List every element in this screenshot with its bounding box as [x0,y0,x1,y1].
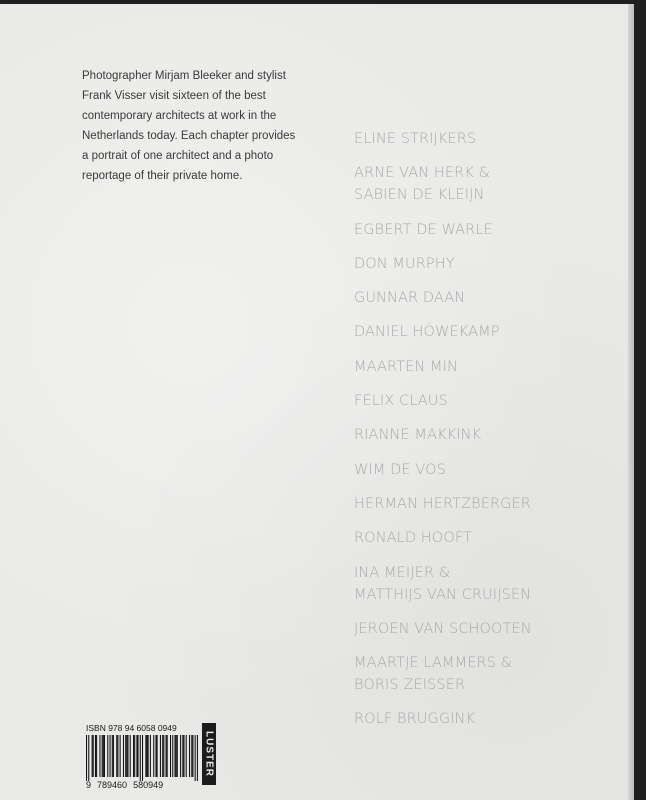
barcode-bar [162,735,163,777]
publisher-logo [202,723,216,785]
barcode-bar [176,735,177,777]
architect-name: DANIEL HÖWEKAMP [354,324,500,341]
blurb-line: Frank Visser visit sixteen of the best [82,90,266,102]
architect-entry [354,424,614,446]
barcode-bar [125,735,126,777]
barcode-bar [183,735,184,777]
architect-entry [354,708,614,730]
architect-name: BORIS ZEISSER [354,677,466,694]
architect-name: RONALD HOOFT [354,530,472,547]
barcode-bar [170,735,171,777]
barcode-bar [104,735,105,777]
barcode-bar [88,735,89,781]
back-cover [0,4,634,800]
book-blurb [82,66,312,186]
architect-entry [354,162,614,206]
barcode-bar [107,735,108,777]
barcode-bar [96,735,97,777]
architect-name: DON MURPHY [354,255,455,272]
barcode-bar [99,735,100,777]
barcode-bar [186,735,187,777]
barcode-bar [134,735,135,777]
blurb-line: a portrait of one architect and a photo [82,150,274,162]
architect-entry [354,321,614,343]
barcode-bar [113,735,114,777]
architect-name: EGBERT DE WARLE [354,221,493,238]
architect-entry [354,253,614,275]
architect-entry [354,493,614,515]
barcode-bar [117,735,118,777]
barcode-bar [127,735,128,777]
barcode-digit-lead: 9 [86,780,92,790]
blurb-line: contemporary architects at work in the [82,110,277,122]
barcode-bar [133,735,134,777]
barcode-bars [86,735,198,781]
barcode-bar [153,735,154,777]
barcode-bar [166,735,167,777]
barcode-bar [120,735,121,777]
barcode-bar [177,735,178,777]
barcode-bar [142,735,143,781]
barcode-bar [163,735,164,777]
barcode-bar [93,735,94,777]
barcode-bar [136,735,137,777]
barcode-bar [189,735,190,777]
barcode-bar [182,735,183,777]
architect-entry [354,652,614,696]
barcode-bar [103,735,104,777]
barcode-bar [174,735,175,777]
architect-name: HERMAN HERTZBERGER [354,495,531,512]
barcode-bar [145,735,146,777]
isbn-label: ISBN 978 94 6058 0949 [86,723,177,733]
architect-name: INA MEIJER & [354,564,451,581]
barcode-bar [116,735,117,777]
barcode-bar [146,735,147,777]
barcode-digits-left: 789460 [97,780,128,790]
barcode-bar [191,735,192,777]
isbn-barcode [86,722,198,792]
architect-name: RIANNE MAKKINK [354,427,482,444]
architect-name: WIM DE VOS [354,461,446,478]
architect-name: SABIEN DE KLEIJN [354,187,485,204]
architect-name: MATTHIJS VAN CRUIJSEN [354,586,532,603]
barcode-bar [92,735,93,777]
architect-entry [354,219,614,241]
architect-entry [354,356,614,378]
blurb-line: Netherlands today. Each chapter provides [82,130,296,142]
barcode-bar [172,735,173,777]
barcode-bar [86,735,87,781]
architect-name: GUNNAR DAAN [354,290,466,307]
barcode-bar [95,735,96,777]
architect-name: FELIX CLAUS [354,393,448,410]
barcode-bar [150,735,151,777]
barcode-bar [197,735,198,781]
barcode-bar [140,735,141,781]
architect-name: ELINE STRIJKERS [354,131,477,147]
barcode-bar [180,735,181,777]
barcode-bar [102,735,103,777]
barcode-bar [123,735,124,777]
architect-name: ROLF BRUGGINK [354,711,476,728]
blurb-line: reportage of their private home. [82,170,243,182]
architect-entry [354,618,614,640]
barcode-bar [160,735,161,777]
architect-name: JEROEN VAN SCHOOTEN [354,620,532,637]
barcode-bar [192,735,193,777]
architect-entry [354,527,614,549]
barcode-bar [112,735,113,777]
barcode-digits [86,780,198,791]
barcode-bar [148,735,149,777]
barcode-bar [138,735,139,777]
architect-entry [354,562,614,606]
barcode-bar [126,735,127,777]
barcode-digits-right: 580949 [133,780,164,790]
barcode-bar [130,735,131,777]
architect-entry [354,459,614,481]
barcode-bar [110,735,111,777]
publisher-logo-text: LUSTER [203,731,215,777]
blurb-line: Photographer Mirjam Bleeker and stylist [82,70,286,82]
architect-name: MAARTJE LAMMERS & [354,655,513,672]
architect-entry [354,390,614,412]
barcode-bar [167,735,168,777]
cover-edge [628,4,634,800]
architect-name: ARNE VAN HERK & [354,165,491,182]
architect-entry [354,287,614,309]
barcode-bar [155,735,156,777]
architect-entry [354,128,614,150]
barcode-bar [195,735,196,781]
architect-name: MAARTEN MIN [354,358,458,375]
barcode-bar [157,735,158,777]
architect-list [354,128,614,743]
